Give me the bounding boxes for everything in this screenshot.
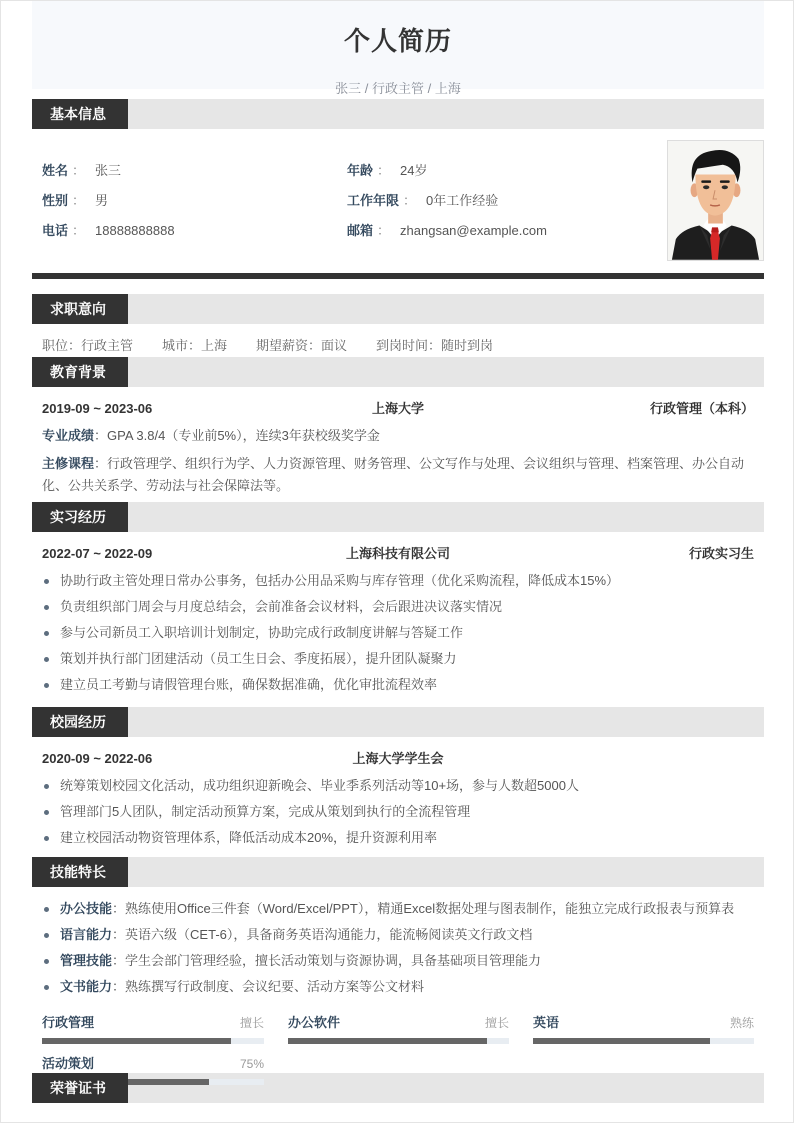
list-item bbox=[42, 672, 754, 698]
section-divider bbox=[32, 273, 764, 279]
skill-colon: ： bbox=[112, 979, 126, 994]
bullet-dot-icon bbox=[44, 579, 49, 584]
intent-city: 城市：上海 bbox=[162, 338, 228, 353]
page-subtitle: 张三 / 行政主管 / 上海 bbox=[335, 81, 461, 96]
section-header-skills bbox=[32, 857, 764, 887]
bullet-dot-icon bbox=[44, 657, 49, 662]
info-value: zhangsan@example.com bbox=[400, 223, 547, 238]
info-colon: ： bbox=[72, 163, 86, 178]
list-item-text: 协助行政主管处理日常办公事务，包括办公用品采购与库存管理（优化采购流程，降低成本15%） bbox=[60, 573, 620, 588]
section-title: 教育背景 bbox=[32, 357, 128, 387]
courses-label: 主修课程 bbox=[42, 456, 95, 471]
info-value: 24岁 bbox=[400, 163, 428, 178]
section-header-internship bbox=[32, 502, 764, 532]
internship-section bbox=[32, 532, 764, 707]
info-label: 姓名 bbox=[42, 163, 69, 178]
skill-bar-fill bbox=[533, 1038, 710, 1044]
list-item-text: 策划并执行部门团建活动（员工生日会、季度拓展），提升团队凝聚力 bbox=[60, 651, 457, 666]
bullet-dot-icon bbox=[44, 784, 49, 789]
skill-label: 管理技能 bbox=[60, 953, 113, 968]
list-item bbox=[42, 646, 754, 672]
info-row-experience-years bbox=[347, 186, 647, 216]
skill-label: 文书能力 bbox=[60, 979, 113, 994]
skill-bar-level: 熟练 bbox=[729, 1016, 754, 1030]
skills-section bbox=[32, 887, 764, 1086]
list-item-text: 统筹策划校园文化活动，成功组织迎新晚会、毕业季系列活动等10+场，参与人数超5000人 bbox=[60, 778, 579, 793]
gpa-label: 专业成绩 bbox=[42, 428, 95, 443]
skill-colon: ： bbox=[112, 927, 126, 942]
gpa-text: GPA 3.8/4（专业前5%），连续3年获校级奖学金 bbox=[107, 428, 380, 443]
list-item bbox=[42, 922, 754, 948]
info-colon: ： bbox=[377, 223, 391, 238]
avatar-photo bbox=[667, 140, 764, 261]
intent-salary: 期望薪资：面议 bbox=[256, 338, 348, 353]
section-title: 求职意向 bbox=[32, 294, 128, 324]
list-item bbox=[42, 773, 754, 799]
skill-bar-level: 擅长 bbox=[484, 1016, 509, 1030]
bullet-dot-icon bbox=[44, 683, 49, 688]
basic-info-section bbox=[32, 129, 764, 273]
section-title: 荣誉证书 bbox=[32, 1073, 128, 1103]
intent-availability: 到岗时间：随时到岗 bbox=[376, 338, 494, 353]
campus-section bbox=[32, 737, 764, 857]
campus-organization: 上海大学学生会 bbox=[352, 751, 444, 766]
info-row-phone bbox=[42, 216, 347, 246]
list-item bbox=[42, 594, 754, 620]
info-colon: ： bbox=[72, 223, 86, 238]
bullet-dot-icon bbox=[44, 810, 49, 815]
internship-row bbox=[32, 543, 764, 565]
education-period: 2019-09 ~ 2023-06 bbox=[42, 401, 153, 416]
list-item bbox=[42, 825, 754, 851]
skill-text: 学生会部门管理经验，擅长活动策划与资源协调，具备基础项目管理能力 bbox=[125, 953, 542, 968]
section-header-campus bbox=[32, 707, 764, 737]
info-label: 邮箱 bbox=[347, 223, 374, 238]
skill-bar-track bbox=[533, 1038, 754, 1044]
info-label: 年龄 bbox=[347, 163, 374, 178]
skill-bar-name: 英语 bbox=[533, 1015, 560, 1030]
skill-bar-name: 活动策划 bbox=[42, 1056, 95, 1071]
info-row-email bbox=[347, 216, 647, 246]
education-gpa bbox=[32, 425, 764, 447]
job-intent-line bbox=[32, 324, 764, 357]
section-title: 校园经历 bbox=[32, 707, 128, 737]
info-value: 0年工作经验 bbox=[426, 193, 499, 208]
list-item-text: 参与公司新员工入职培训计划制定，协助完成行政制度讲解与答疑工作 bbox=[60, 625, 464, 640]
bullet-dot-icon bbox=[44, 985, 49, 990]
campus-period: 2020-09 ~ 2022-06 bbox=[42, 751, 153, 766]
skill-bar-fill bbox=[42, 1038, 231, 1044]
campus-row bbox=[32, 748, 764, 770]
skill-bar-level: 75% bbox=[239, 1057, 264, 1071]
page-title: 个人简历 bbox=[343, 26, 452, 56]
basic-info-left-column bbox=[42, 156, 347, 246]
internship-role: 行政实习生 bbox=[688, 546, 754, 561]
skill-bar-name: 办公软件 bbox=[288, 1015, 341, 1030]
internship-company: 上海科技有限公司 bbox=[345, 546, 450, 561]
skill-bar-item bbox=[533, 1013, 754, 1054]
info-row-age bbox=[347, 156, 647, 186]
resume-content bbox=[32, 1, 764, 1103]
info-label: 性别 bbox=[42, 193, 69, 208]
skill-label: 办公技能 bbox=[60, 901, 113, 916]
skill-text: 英语六级（CET-6），具备商务英语沟通能力，能流畅阅读英文行政文档 bbox=[125, 927, 533, 942]
info-colon: ： bbox=[72, 193, 86, 208]
education-row bbox=[32, 398, 764, 420]
intent-position: 职位：行政主管 bbox=[42, 338, 134, 353]
list-item-text: 管理部门5人团队，制定活动预算方案，完成从策划到执行的全流程管理 bbox=[60, 804, 471, 819]
education-school: 上海大学 bbox=[371, 401, 424, 416]
info-label: 电话 bbox=[42, 223, 69, 238]
bullet-dot-icon bbox=[44, 836, 49, 841]
gpa-colon: ： bbox=[94, 428, 108, 443]
skill-label: 语言能力 bbox=[60, 927, 113, 942]
section-title: 技能特长 bbox=[32, 857, 128, 887]
skill-bar-track bbox=[42, 1038, 264, 1044]
internship-period: 2022-07 ~ 2022-09 bbox=[42, 546, 153, 561]
bullet-dot-icon bbox=[44, 959, 49, 964]
avatar-illustration-icon bbox=[668, 141, 763, 260]
basic-info-right-column bbox=[347, 156, 647, 246]
list-item bbox=[42, 568, 754, 594]
skill-colon: ： bbox=[112, 953, 126, 968]
section-title: 基本信息 bbox=[32, 99, 128, 129]
internship-bullets bbox=[32, 568, 764, 698]
info-value: 男 bbox=[95, 193, 109, 208]
skill-bar-name: 行政管理 bbox=[42, 1015, 95, 1030]
list-item-text: 建立校园活动物资管理体系，降低活动成本20%，提升资源利用率 bbox=[60, 830, 438, 845]
skill-text: 熟练使用Office三件套（Word/Excel/PPT），精通Excel数据处理与图表制作，能独立完成行政报表与预算表 bbox=[125, 901, 735, 916]
skill-bar-fill bbox=[288, 1038, 487, 1044]
section-header-job-intent bbox=[32, 294, 764, 324]
list-item bbox=[42, 799, 754, 825]
list-item-text: 建立员工考勤与请假管理台账，确保数据准确，优化审批流程效率 bbox=[60, 677, 438, 692]
info-value: 张三 bbox=[95, 163, 122, 178]
skill-bar-item bbox=[42, 1013, 264, 1054]
info-row-gender bbox=[42, 186, 347, 216]
education-section bbox=[32, 387, 764, 502]
list-item bbox=[42, 896, 754, 922]
bullet-dot-icon bbox=[44, 605, 49, 610]
section-title: 实习经历 bbox=[32, 502, 128, 532]
list-item bbox=[42, 620, 754, 646]
info-colon: ： bbox=[377, 163, 391, 178]
section-header-basic-info bbox=[32, 99, 764, 129]
list-item-text: 负责组织部门周会与月度总结会，会前准备会议材料，会后跟进决议落实情况 bbox=[60, 599, 503, 614]
info-row-name bbox=[42, 156, 347, 186]
bullet-dot-icon bbox=[44, 907, 49, 912]
education-major: 行政管理（本科） bbox=[649, 401, 754, 416]
skill-bar-level: 擅长 bbox=[239, 1016, 264, 1030]
list-item bbox=[42, 974, 754, 1000]
bullet-dot-icon bbox=[44, 631, 49, 636]
section-header-education bbox=[32, 357, 764, 387]
courses-text: 行政管理学、组织行为学、人力资源管理、财务管理、公文写作与处理、会议组织与管理、档案管理、办公自动化、公共关系学、劳动法与社会保障法等。 bbox=[42, 456, 745, 493]
education-courses bbox=[32, 453, 764, 497]
skill-text: 熟练撰写行政制度、会议纪要、活动方案等公文材料 bbox=[125, 979, 425, 994]
skill-bar-track bbox=[288, 1038, 509, 1044]
skills-bullets bbox=[32, 896, 764, 1000]
info-value: 18888888888 bbox=[95, 223, 175, 238]
resume-header bbox=[32, 1, 764, 96]
bullet-dot-icon bbox=[44, 933, 49, 938]
basic-info-grid bbox=[32, 156, 764, 246]
skill-bar-item bbox=[288, 1013, 509, 1054]
info-label: 工作年限 bbox=[347, 193, 400, 208]
courses-colon: ： bbox=[94, 456, 108, 471]
skill-colon: ： bbox=[112, 901, 126, 916]
list-item bbox=[42, 948, 754, 974]
campus-bullets bbox=[32, 773, 764, 851]
info-colon: ： bbox=[403, 193, 417, 208]
